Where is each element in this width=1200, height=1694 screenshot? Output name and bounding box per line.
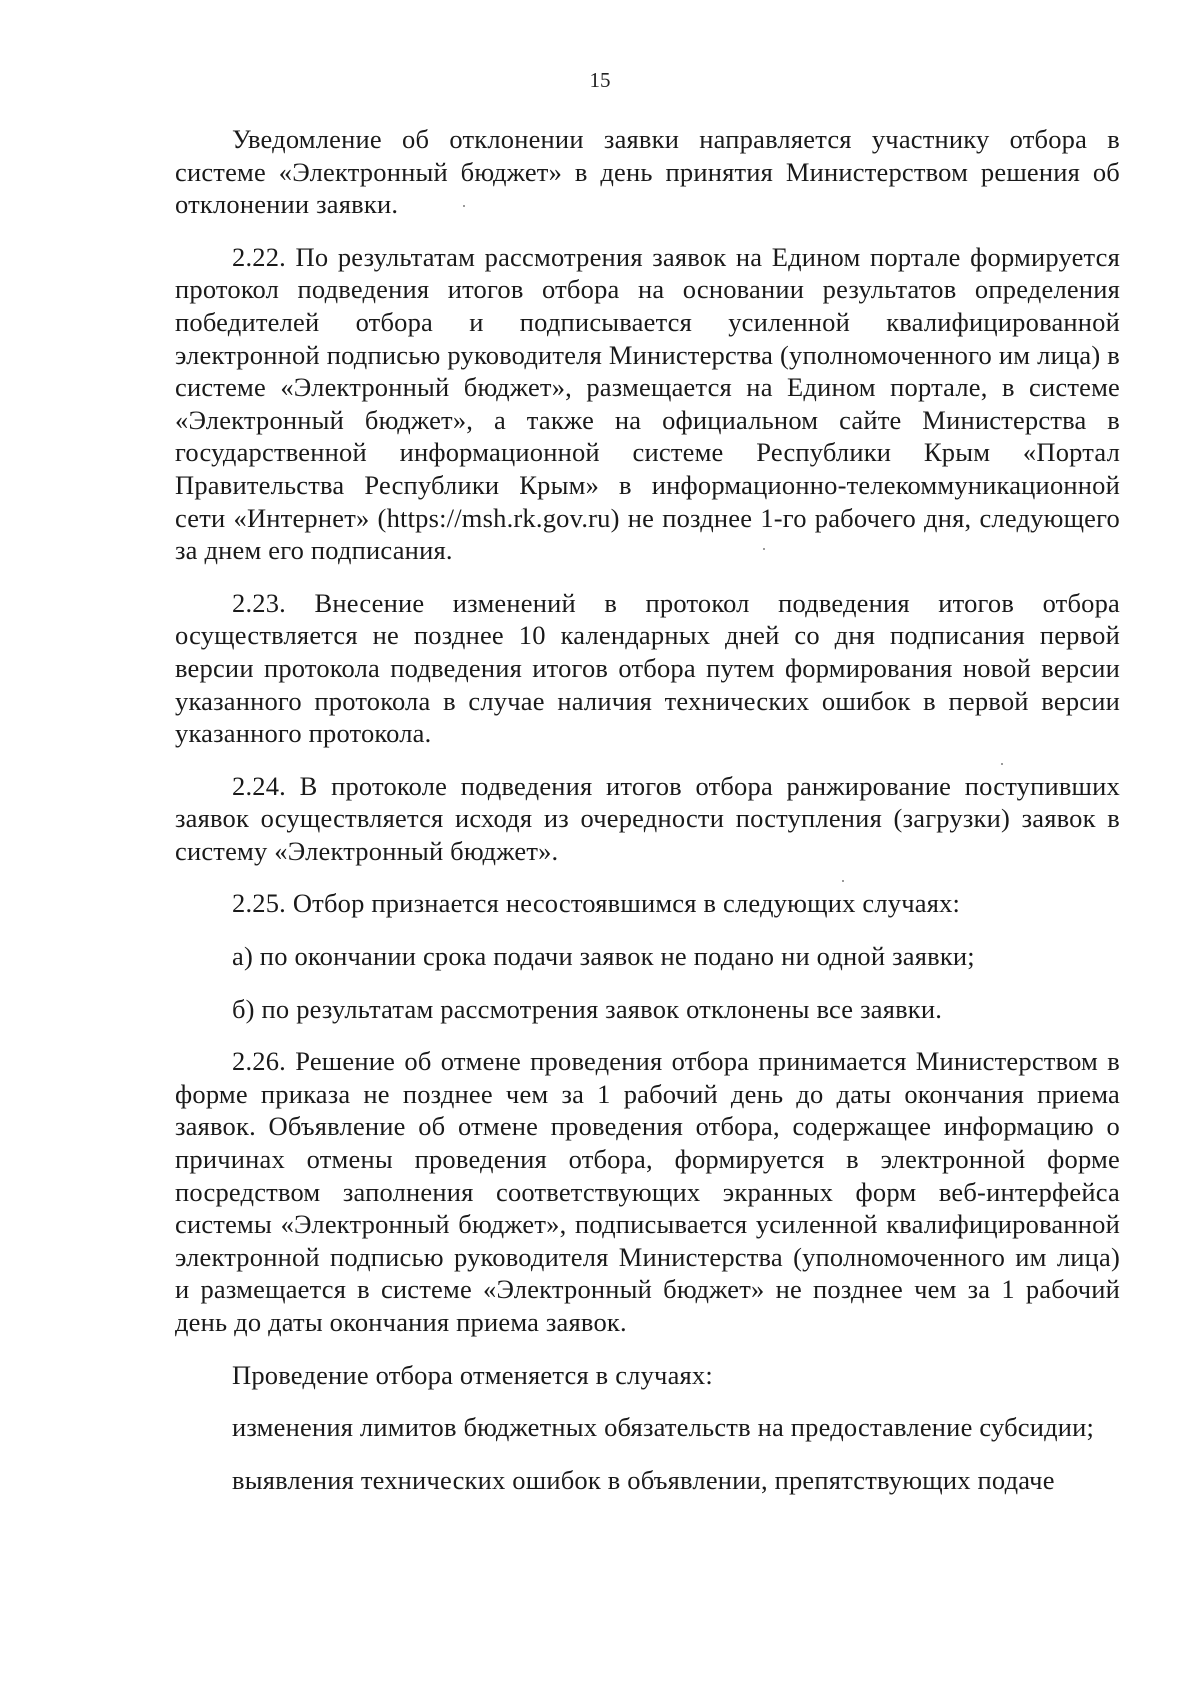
page-number: 15	[589, 68, 611, 92]
paragraph-cancellation-cases: Проведение отбора отменяется в случаях:	[232, 1359, 713, 1390]
paragraph-2-26: 2.26. Решение об отмене проведения отбора принимается Министерством в форме приказа не позднее чем за 1 рабочий день до даты окончания приема заявок. Объявление об отмене проведения отбора, содержащее информацию о причинах отмены проведения отбора, формируется в электронной форме посредством заполнения соответствующих экранных форм веб-интерфейса системы «Электронный бюджет», подписывается усиленной квалифицированной электронной подписью руководителя Министерства (уполномоченного им лица) и размещается в системе «Электронный бюджет» не позднее чем за 1 рабочий день до даты окончания приема заявок.	[175, 1046, 1120, 1337]
list-item-b: б) по результатам рассмотрения заявок отклонены все заявки.	[232, 993, 943, 1024]
paragraph-2-25: 2.25. Отбор признается несостоявшимся в следующих случаях:	[232, 888, 961, 919]
document-body	[175, 123, 1120, 1516]
scan-speck	[842, 880, 844, 882]
list-item-budget-limits: изменения лимитов бюджетных обязательств на предоставление субсидии;	[232, 1412, 1095, 1443]
scan-speck	[763, 548, 765, 550]
paragraph-2-24: 2.24. В протоколе подведения итогов отбора ранжирование поступивших заявок осуществляется исходя из очередности поступления (загрузки) заявок в систему «Электронный бюджет».	[175, 770, 1120, 866]
scan-speck	[1001, 763, 1003, 765]
paragraph-rejection-notice: Уведомление об отклонении заявки направляется участнику отбора в системе «Электронный бюджет» в день принятия Министерством решения об отклонении заявки.	[175, 124, 1120, 220]
paragraph-2-23: 2.23. Внесение изменений в протокол подведения итогов отбора осуществляется не позднее 10 календарных дней со дня подписания первой версии протокола подведения итогов отбора путем формирования новой версии указанного протокола в случае наличия технических ошибок в первой версии указанного протокола.	[175, 587, 1120, 749]
scan-speck	[463, 205, 465, 207]
list-item-technical-errors: выявления технических ошибок в объявлении, препятствующих подаче	[232, 1464, 1055, 1495]
list-item-a: а) по окончании срока подачи заявок не подано ни одной заявки;	[232, 941, 975, 972]
paragraph-2-22: 2.22. По результатам рассмотрения заявок на Едином портале формируется протокол подведения итогов отбора на основании результатов определения победителей отбора и подписывается усиленной квалифицированной электронной подписью руководителя Министерства (уполномоченного им лица) в системе «Электронный бюджет», размещается на Едином портале, в системе «Электронный бюджет», а также на официальном сайте Министерства в государственной информационной системе Республики Крым «Портал Правительства Республики Крым» в информационно-телекоммуникационной сети «Интернет» (https://msh.rk.gov.ru) не позднее 1-го рабочего дня, следующего за днем его подписания.	[175, 241, 1120, 566]
